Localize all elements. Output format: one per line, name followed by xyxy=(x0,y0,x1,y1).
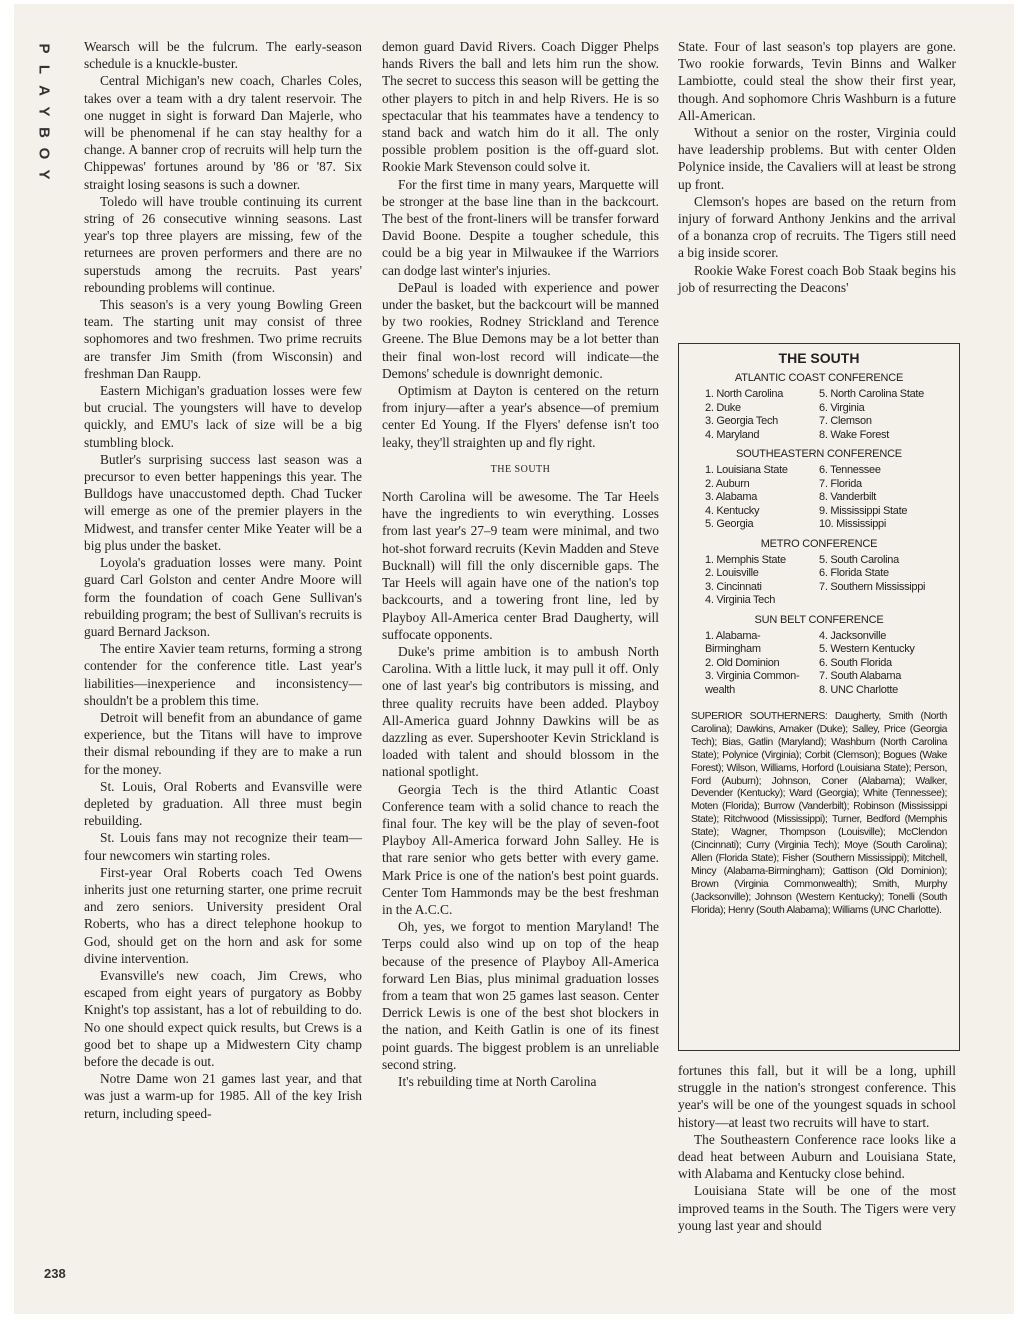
conference-rankings xyxy=(691,464,947,532)
paragraph: Central Michigan's new coach, Charles Coles, takes over a team with a dry talent reservoir. The one nugget in sight is forward Dan Majerle, who will be phenomenal if he can stay healthy for a change. A banner crop of recruits will help turn the Chippewas' fortunes around by '86 or '87. Six straight losing seasons is such a downer. xyxy=(84,73,362,192)
paragraph: Detroit will benefit from an abundance of game experience, but the Titans will have to improve their dismal rebounding if they are to make a run for the money. xyxy=(84,709,362,777)
ranking-entry: 8. Wake Forest xyxy=(819,428,889,441)
ranking-entry: 3. Virginia Common- xyxy=(705,670,800,682)
masthead-letter: A xyxy=(35,85,53,96)
ranking-entry: 5. Western Kentucky xyxy=(819,643,915,655)
ranking-entry: 2. Old Dominion xyxy=(705,656,780,669)
column-1 xyxy=(84,38,362,1122)
paragraph: The Southeastern Conference race looks like a dead heat between Auburn and Louisiana State, with Alabama and Kentucky close behind. xyxy=(678,1131,956,1182)
ranking-entry: 3. Cincinnati xyxy=(705,580,762,593)
paragraph: Clemson's hopes are based on the return from injury of forward Anthony Jenkins and the arrival of a bonanza crop of recruits. The Tigers still need a big inside scorer. xyxy=(678,193,956,261)
superior-southerners: SUPERIOR SOUTHERNERS: Daugherty, Smith (North Carolina); Dawkins, Amaker (Duke); Salley, Price (Georgia Tech); Bias, Gatlin (Maryland); Washburn (North Carolina State); Polynice (Virginia); Corbit (Clemson); Bogues (Wake Forest); Wilson, Williams, Horford (Louisiana State); Person, Ford (Auburn); Johnson, Coner (Alabama); Walker, Devender (Kentucky); Ward (Georgia); White (Tennessee); Moten (Florida); Burrow (Vanderbilt); Robinson (Mississippi State); Ritchwood (Mississippi); Turner, Bedford (Memphis State); Wagner, Thompson (Louisville); McClendon (Cincinnati); Curry (Virginia Tech); Moye (South Carolina); Allen (Florida State); Fisher (Southern Mississippi); Mitchell, Mincy (Alabama-Birmingham); Gattison (Old Dominion); Brown (Virginia Commonwealth); Smith, Murphy (Jacksonville); Johnson (Western Kentucky); Tonelli (South Florida); Henry (South Alabama); Williams (UNC Charlotte). xyxy=(691,711,947,916)
masthead-letter: Y xyxy=(35,169,53,180)
conference-name: SUN BELT CONFERENCE xyxy=(754,613,884,626)
paragraph: Loyola's graduation losses were many. Point guard Carl Golston and center Andre Moore will form the foundation of coach Gene Sullivan's rebuilding program; the best of Sullivan's recruits is guard Bernard Jackson. xyxy=(84,555,362,639)
ranking-entry: 5. Georgia xyxy=(705,518,754,530)
ranking-entry: 8. UNC Charlotte xyxy=(819,683,898,696)
paragraph: Optimism at Dayton is centered on the return from injury—after a year's absence—of premium center Ed Young. If the Flyers' defense isn't too leaky, they'll straighten up and fly right. xyxy=(382,383,659,450)
ranking-entry: 7. Clemson xyxy=(819,415,872,427)
sidebar-title: THE SOUTH xyxy=(778,350,860,366)
conference-name: METRO CONFERENCE xyxy=(760,537,878,550)
south-rankings-sidebar xyxy=(678,343,960,1051)
paragraph: Oh, yes, we forgot to mention Maryland! The Terps could also wind up on top of the heap because of the presence of Playboy All-America forward Len Bias, plus minimal graduation losses from a team that won 25 games last season. Center Derrick Lewis is one of the best shot blockers in the nation, and Keith Gatlin is one of its finest point guards. The biggest problem is an unreliable second string. xyxy=(382,919,659,1072)
ranking-entry: 10. Mississippi xyxy=(819,518,887,530)
masthead-letter: Y xyxy=(35,106,53,117)
ranking-entry: 7. Southern Mississippi xyxy=(819,580,926,593)
paragraph: Evansville's new coach, Jim Crews, who escaped from eight years of purgatory as Bobby Knight's top assistant, has a lot of rebuilding to do. No one should expect quick results, but Crews is a good bet to shape up a Midwestern City champ before the decade is out. xyxy=(84,967,362,1069)
conference-name: ATLANTIC COAST CONFERENCE xyxy=(734,372,904,384)
paragraph: demon guard David Rivers. Coach Digger Phelps hands Rivers the ball and lets him run the show. The secret to success this season will be getting the other players to pitch in and help Rivers. He is so spectacular that his teammates have a tendency to stand back and watch him do it all. The only possible problem position is the off-guard slot. Rookie Mark Stevenson could solve it. xyxy=(382,39,659,175)
paragraph: Without a senior on the roster, Virginia could have leadership problems. But with center Olden Polynice inside, the Cavaliers will at least be strong up front. xyxy=(678,125,956,192)
conference-name: SOUTHEASTERN CONFERENCE xyxy=(736,448,902,460)
paragraph: DePaul is loaded with experience and power under the basket, but the backcourt will be manned by two rookies, Rodney Strickland and Terence Greene. The Blue Demons may be a lot better than their final won-lost record will indicate—the Demons' schedule is downright demonic. xyxy=(382,279,659,381)
column-2-top xyxy=(382,38,659,451)
masthead-letter: O xyxy=(35,147,53,160)
section-heading: THE SOUTH xyxy=(490,463,551,475)
masthead-vertical xyxy=(32,38,56,185)
paragraph: Wearsch will be the fulcrum. The early-season schedule is a knuckle-buster. xyxy=(84,39,362,72)
paragraph: This season's is a very young Bowling Green team. The starting unit may consist of three sophomores and two freshmen. Two prime recruits are transfer Jim Smith (from Wisconsin) and freshman Dan Raupp. xyxy=(84,297,362,381)
page-number: 238 xyxy=(44,1266,66,1281)
ranking-entry: 3. Georgia Tech xyxy=(705,415,778,427)
ranking-entry: 4. Maryland xyxy=(705,428,760,441)
paragraph: Rookie Wake Forest coach Bob Staak begins his job of resurrecting the Deacons' xyxy=(678,262,956,295)
ranking-entry: 7. South Alabama xyxy=(819,670,902,682)
conference-rankings xyxy=(691,554,947,608)
ranking-entry: 6. South Florida xyxy=(819,656,892,669)
paragraph: Eastern Michigan's graduation losses were few but crucial. The youngsters will have to develop quickly, and EMU's lack of size will be a big stumbling block. xyxy=(84,383,362,450)
masthead-letter: B xyxy=(35,127,53,138)
column-3-bottom xyxy=(678,1062,956,1234)
paragraph: State. Four of last season's top players are gone. Two rookie forwards, Tevin Binns and Walker Lambiotte, could steal the show their first year, though. And sophomore Chris Washburn is a future All-American. xyxy=(678,39,956,123)
ranking-entry: 1. Alabama- xyxy=(705,629,761,642)
ranking-entry: 1. Memphis State xyxy=(705,553,786,566)
ranking-entry: 6. Florida State xyxy=(819,567,889,579)
ranking-entry: Birmingham xyxy=(705,643,761,655)
conference-rankings xyxy=(691,630,947,698)
paragraph: The entire Xavier team returns, forming a strong contender for the conference title. Last year's liabilities—inexperience and inconsistency—shouldn't be a problem this time. xyxy=(84,641,362,708)
ranking-entry: 3. Alabama xyxy=(705,491,758,503)
ranking-entry: 1. North Carolina xyxy=(705,388,784,400)
ranking-entry: 5. North Carolina State xyxy=(819,388,924,400)
paragraph: St. Louis fans may not recognize their team—four newcomers win starting roles. xyxy=(84,830,362,863)
ranking-entry: 2. Duke xyxy=(705,401,741,414)
ranking-entry: 4. Jacksonville xyxy=(819,629,887,642)
ranking-entry: 4. Kentucky xyxy=(705,504,760,517)
ranking-entry: 1. Louisiana State xyxy=(705,464,788,476)
ranking-entry: 7. Florida xyxy=(819,477,862,490)
ranking-entry: 2. Louisville xyxy=(705,567,759,579)
paragraph: St. Louis, Oral Roberts and Evansville were depleted by graduation. All three must begin rebuilding. xyxy=(84,778,362,829)
paragraph: First-year Oral Roberts coach Ted Owens inherits just one returning starter, one prime recruit and zero seniors. University president Oral Roberts, who has a direct telephone hookup to God, should get on the horn and ask for some divine intervention. xyxy=(84,864,362,966)
paragraph: Toledo will have trouble continuing its current string of 26 consecutive winning seasons. Last year's top three players are missing, few of the returnees are proven performers and there are no superstuds among the recruits. Past years' rebounding problems will continue. xyxy=(84,193,362,295)
paragraph: fortunes this fall, but it will be a long, uphill struggle in the nation's strongest conference. This year's will be one of the youngest squads in school history—at least two recruits will have to start. xyxy=(678,1063,956,1130)
masthead-letter: L xyxy=(35,64,53,75)
magazine-page xyxy=(14,4,1014,1314)
column-2 xyxy=(382,38,659,1090)
ranking-entry: 6. Tennessee xyxy=(819,464,881,476)
ranking-entry: 2. Auburn xyxy=(705,477,750,490)
paragraph: Georgia Tech is the third Atlantic Coast Conference team with a solid chance to reach the final four. The key will be the play of seven-foot Playboy All-America forward John Salley. He is that rare senior who gets better with every game. Mark Price is one of the nation's best point guards. Center Tom Hammonds may be the best freshman in the A.C.C. xyxy=(382,781,659,917)
ranking-entry: 4. Virginia Tech xyxy=(705,594,776,606)
ranking-entry: 9. Mississippi State xyxy=(819,504,908,517)
conference-rankings xyxy=(691,388,947,442)
masthead-letter: P xyxy=(35,43,53,54)
conference-list xyxy=(691,372,947,697)
paragraph: Notre Dame won 21 games last year, and that was just a warm-up for 1985. All of the key Irish return, including speed- xyxy=(84,1071,362,1121)
ranking-entry: 8. Vanderbilt xyxy=(819,491,877,503)
paragraph: Butler's surprising success last season was a precursor to even better happenings this year. The Bulldogs have unaccustomed depth. Chad Tucker will emerge as one of the premier players in the Midwest, and transfer center Mike Yeater will be a big plus under the basket. xyxy=(84,451,362,553)
paragraph: Duke's prime ambition is to ambush North Carolina. With a little luck, it may pull it off. Only one of last year's big contributors is missing, and three quality recruits have been added. Playboy All-America guard Johnny Dawkins will be as dazzling as ever. Supershooter Kevin Strickland is loaded with talent and should blossom in the national spotlight. xyxy=(382,643,659,780)
paragraph: For the first time in many years, Marquette will be stronger at the base line than in the backcourt. The best of the front-liners will be transfer forward David Boone. Despite a tougher schedule, this could be a big year in Milwaukee if the Warriors can dodge last winter's injuries. xyxy=(382,176,659,278)
paragraph: Louisiana State will be one of the most improved teams in the South. The Tigers were very young last year and should xyxy=(678,1183,956,1233)
column-2-bottom xyxy=(382,488,659,1090)
paragraph: It's rebuilding time at North Carolina xyxy=(398,1073,597,1089)
ranking-entry: 5. South Carolina xyxy=(819,553,899,566)
paragraph: North Carolina will be awesome. The Tar Heels have the ingredients to win everything. Losses from last year's 27–9 team were minimal, and two hot-shot forward recruits (Kevin Madden and Steve Bucknall) will fill the only discernible gaps. The Tar Heels will again have one of the nation's top backcourts, and a towering front line, led by Playboy All-America center Brad Daugherty, will suffocate opponents. xyxy=(382,489,659,642)
ranking-entry: 6. Virginia xyxy=(819,401,865,414)
column-3-top xyxy=(678,38,956,296)
ranking-entry: wealth xyxy=(705,683,735,696)
